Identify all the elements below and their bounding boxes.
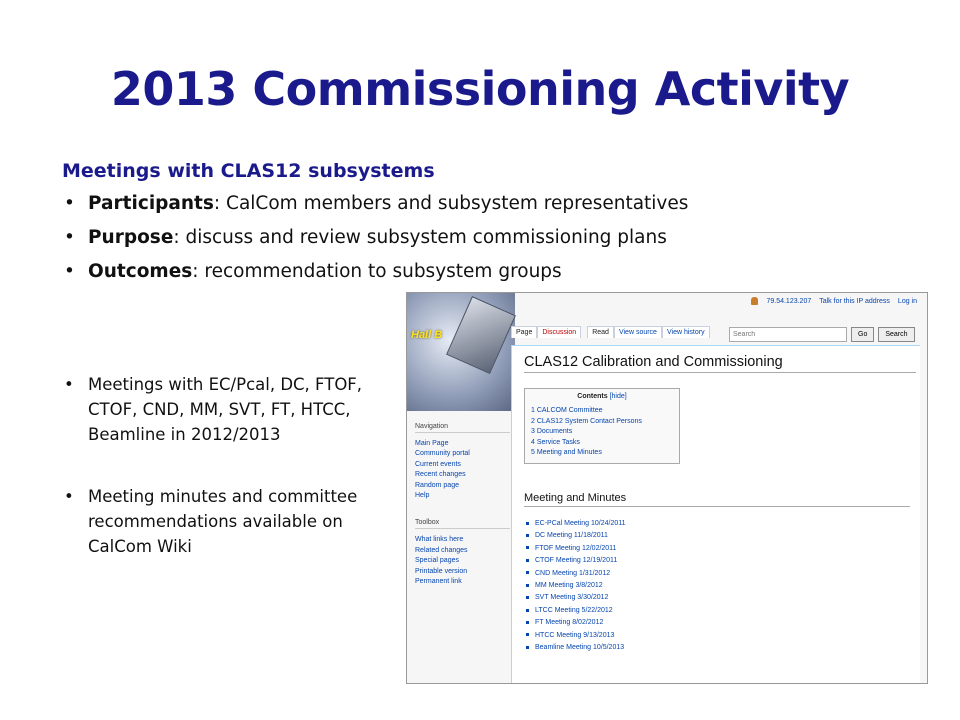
toc-title-text: Contents <box>577 393 608 400</box>
user-icon <box>751 297 758 305</box>
bullet-square-icon <box>526 522 529 525</box>
list-item[interactable]: Beamline Meeting 10/5/2013 <box>526 642 626 654</box>
meeting-list <box>526 518 626 654</box>
list-item[interactable]: LTCC Meeting 5/22/2012 <box>526 605 626 617</box>
logo-text: Hall B <box>411 329 443 341</box>
bullet-dot: • <box>64 375 74 394</box>
bullet-dot: • <box>64 261 75 282</box>
personal-toolbar <box>751 297 917 305</box>
search-button[interactable]: Search <box>878 327 914 342</box>
note-list-meetings <box>62 372 392 447</box>
toc-item-meeting-minutes[interactable]: 5 Meeting and Minutes <box>531 449 602 456</box>
navigation-heading: Navigation <box>415 423 510 433</box>
sidebar-item-printable-version[interactable]: Printable version <box>415 567 468 575</box>
bullet-participants <box>62 190 688 224</box>
wiki-content <box>511 345 920 684</box>
list-item[interactable]: DC Meeting 11/18/2011 <box>526 530 626 542</box>
login-link[interactable]: Log in <box>897 297 917 305</box>
bullet-square-icon <box>526 534 529 537</box>
sidebar-item-permanent-link[interactable]: Permanent link <box>415 578 462 586</box>
table-of-contents <box>524 388 680 464</box>
list-item[interactable]: CTOF Meeting 12/19/2011 <box>526 555 626 567</box>
toc-item-service-tasks[interactable]: 4 Service Tasks <box>531 438 580 446</box>
bullet-square-icon <box>526 596 529 599</box>
sidebar-item-main-page[interactable]: Main Page <box>415 440 449 447</box>
bullet-dot: • <box>64 487 74 506</box>
note-text: Meeting minutes and committee recommendations available on CalCom Wiki <box>88 487 358 556</box>
tab-discussion[interactable]: Discussion <box>537 326 581 338</box>
bullet-text: : CalCom members and subsystem representatives <box>213 193 689 214</box>
bullet-dot: • <box>64 227 75 248</box>
bullet-square-icon <box>526 646 529 649</box>
sidebar-item-community-portal[interactable]: Community portal <box>415 450 470 458</box>
bullet-term: Participants <box>88 193 214 214</box>
sidebar-item-related-changes[interactable]: Related changes <box>415 546 468 554</box>
bullet-square-icon <box>526 571 529 574</box>
tab-read[interactable]: Read <box>587 326 614 338</box>
bullet-square-icon <box>526 621 529 624</box>
sidebar-item-current-events[interactable]: Current events <box>415 460 461 468</box>
bullet-purpose <box>62 224 688 258</box>
go-button[interactable]: Go <box>851 327 874 342</box>
hall-b-logo[interactable] <box>407 293 515 411</box>
search-bar <box>729 327 915 342</box>
list-item[interactable]: HTCC Meeting 9/13/2013 <box>526 630 626 642</box>
list-item[interactable]: EC-PCal Meeting 10/24/2011 <box>526 518 626 530</box>
toc-hide-link[interactable]: [hide] <box>609 393 627 400</box>
talk-link[interactable]: Talk for this IP address <box>819 297 890 305</box>
bullet-term: Outcomes <box>88 261 193 282</box>
sidebar-item-recent-changes[interactable]: Recent changes <box>415 471 466 479</box>
search-input[interactable] <box>729 327 847 342</box>
toc-item-documents[interactable]: 3 Documents <box>531 428 573 435</box>
bullet-square-icon <box>526 584 529 587</box>
sidebar-item-help[interactable]: Help <box>415 492 430 500</box>
slide-title: 2013 Commissioning Activity <box>110 62 850 116</box>
detector-shape <box>446 296 516 374</box>
list-item[interactable]: FT Meeting 8/02/2012 <box>526 617 626 629</box>
tab-page[interactable]: Page <box>511 326 537 338</box>
page-tabs <box>511 326 710 338</box>
toolbox-heading: Toolbox <box>415 519 510 529</box>
note-list-minutes <box>62 484 392 559</box>
toc-title <box>531 393 673 400</box>
tab-view-source[interactable]: View source <box>614 326 662 338</box>
bullet-text: : recommendation to subsystem groups <box>192 261 562 282</box>
bullet-text: : discuss and review subsystem commissioning plans <box>173 227 667 248</box>
bullet-square-icon <box>526 546 529 549</box>
slide-subtitle: Meetings with CLAS12 subsystems <box>62 160 435 182</box>
sidebar-item-special-pages[interactable]: Special pages <box>415 557 459 565</box>
bullet-term: Purpose <box>88 227 174 248</box>
bullet-outcomes <box>62 258 688 292</box>
ip-address-link[interactable]: 79.54.123.207 <box>766 297 812 305</box>
bullet-square-icon <box>526 609 529 612</box>
wiki-page-title: CLAS12 Calibration and Commissioning <box>524 354 916 373</box>
toc-item-contact-persons[interactable]: 2 CLAS12 System Contact Persons <box>531 417 642 425</box>
bullet-square-icon <box>526 633 529 636</box>
bullet-list <box>62 190 688 292</box>
list-item[interactable]: FTOF Meeting 12/02/2011 <box>526 543 626 555</box>
tab-view-history[interactable]: View history <box>662 326 710 338</box>
wiki-sidebar <box>415 421 510 587</box>
bullet-square-icon <box>526 559 529 562</box>
wiki-screenshot <box>406 292 928 684</box>
list-item[interactable]: CND Meeting 1/31/2012 <box>526 568 626 580</box>
sidebar-item-random-page[interactable]: Random page <box>415 481 459 489</box>
sidebar-item-what-links-here[interactable]: What links here <box>415 536 464 544</box>
note-meetings <box>62 372 392 447</box>
bullet-dot: • <box>64 193 75 214</box>
note-text: Meetings with EC/Pcal, DC, FTOF, CTOF, CND, MM, SVT, FT, HTCC, Beamline in 2012/2013 <box>88 375 363 444</box>
note-minutes <box>62 484 392 559</box>
list-item[interactable]: SVT Meeting 3/30/2012 <box>526 592 626 604</box>
section-title-meetings: Meeting and Minutes <box>524 492 910 507</box>
toc-item-calcom-committee[interactable]: 1 CALCOM Committee <box>531 407 603 414</box>
list-item[interactable]: MM Meeting 3/8/2012 <box>526 580 626 592</box>
